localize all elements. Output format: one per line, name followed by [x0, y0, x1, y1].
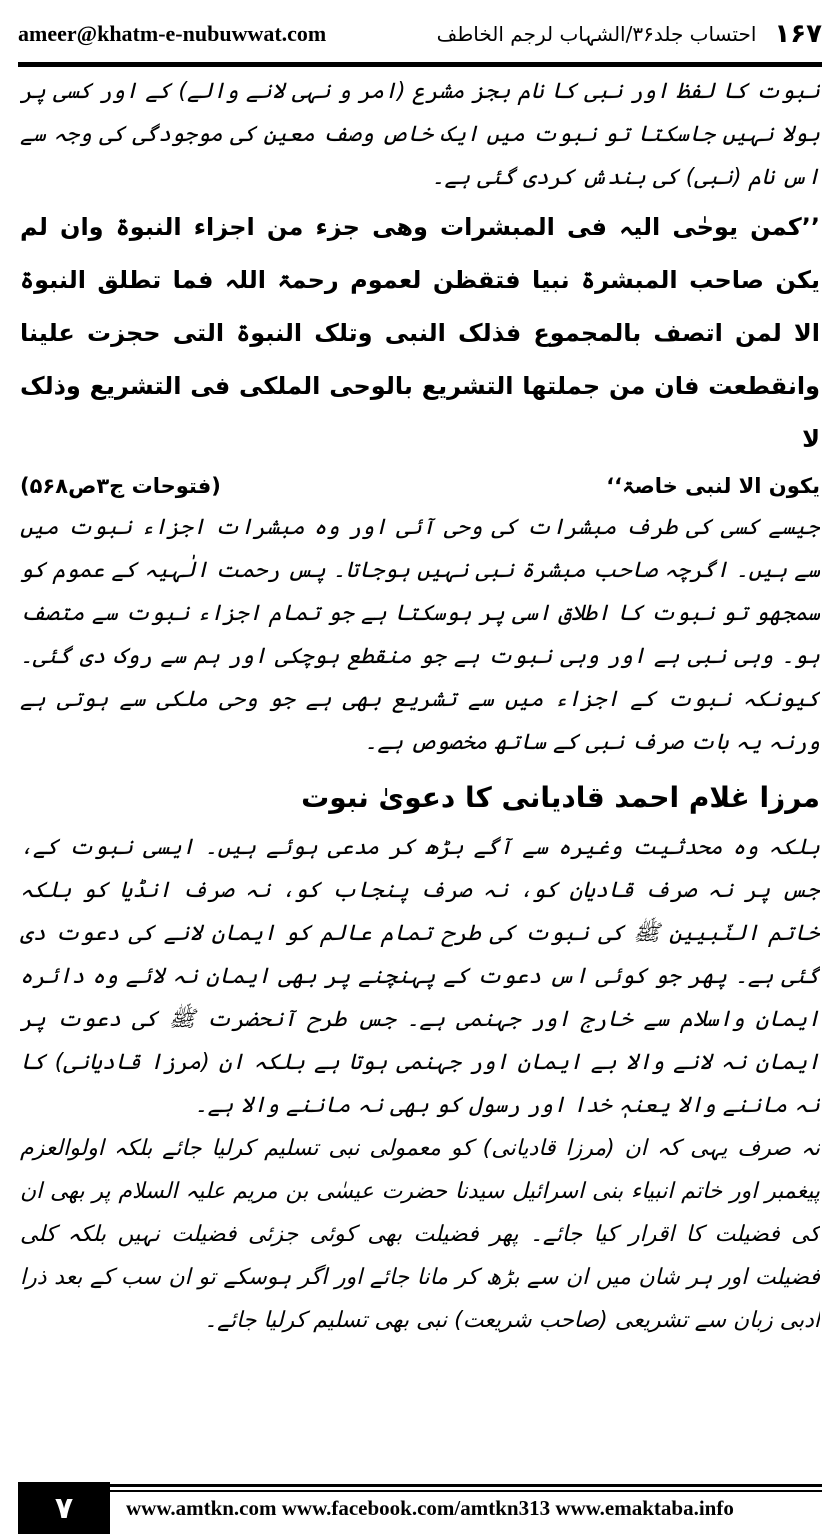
book-title: احتساب جلد۳۶/الشہاب لرجم الخاطف [436, 22, 757, 46]
arabic-quote: ’’کمن یوحٰی الیہ فی المبشرات وھی جزء من اجزاء النبوۃ وان لم یکن صاحب المبشرۃ نبیا فتقظن لعموم رحمۃ اللہ فما تطلق النبوۃ الا لمن اتصف بالمجموع فذلک النبی وتلک النبوۃ التی حجزت علینا وانقطعت فان من جملتھا التشریع بالوحی الملکی فی التشریع وذلک لا [20, 213, 820, 453]
header-email: ameer@khatm-e-nubuwwat.com [18, 21, 327, 46]
page-footer [18, 1478, 822, 1534]
footer-urls: www.amtkn.com www.facebook.com/amtkn313 www.emaktaba.info [126, 1496, 734, 1520]
footer-number: ۷ [18, 1482, 110, 1534]
paragraph-2: جیسے کسی کی طرف مبشرات کی وحی آئی اور وہ مبشرات اجزاء نبوت میں سے ہیں۔ اگرچہ صاحب مبشرۃ نبی نہیں ہوجاتا۔ پس رحمت الٰہیہ کے عموم کو سمجھو تو نبوت کا اطلاق اسی پر ہوسکتا ہے جو تمام اجزاء نبوت سے متصف ہو۔ وہی نبی ہے اور وہی نبوت ہے جو منقطع ہوچکی اور ہم سے روک دی گئی۔ کیونکہ نبوت کے اجزاء میں سے تشریع بھی ہے جو وحی ملکی سے ہوتی ہے ورنہ یہ بات صرف نبی کے ساتھ مخصوص ہے۔ [20, 515, 820, 755]
page-content [20, 70, 820, 1470]
page-header [18, 12, 822, 56]
paragraph-4: نہ صرف یہی کہ ان (مرزا قادیانی) کو معمولی نبی تسلیم کرلیا جائے بلکہ اولوالعزم پیغمبر اور خاتم انبیاء بنی اسرائیل سیدنا حضرت عیسٰی بن مریم علیہ السلام پر بھی ان کی فضیلت کا اقرار کیا جائے۔ پھر فضیلت بھی کوئی جزئی فضیلت نہیں بلکہ کلی فضیلت اور ہر شان میں ان سے بڑھ کر مانا جائے اور اگر ہوسکے تو ان سب کے بعد ذرا ادبی زبان سے تشریعی (صاحب شریعت) نبی بھی تسلیم کرلیا جائے۔ [20, 1136, 820, 1333]
arabic-quote-end [20, 466, 820, 506]
paragraph-1: نبوت کا لفظ اور نبی کا نام بجز مشرع (امر و نہی لانے والے) کے اور کسی پر بولا نہیں جاسکتا تو نبوت میں ایک خاص وصف معین کی موجودگی کی وجہ سے اس نام (نبی) کی بندش کردی گئی ہے۔ [20, 79, 820, 190]
quote-reference: (فتوحات ج۳ص۵۶۸) [20, 474, 221, 498]
footer-rule-top [110, 1484, 822, 1487]
paragraph-3: بلکہ وہ محدثیت وغیرہ سے آگے بڑھ کر مدعی ہوئے ہیں۔ ایسی نبوت کے، جس پر نہ صرف قادیان کو، نہ صرف پنجاب کو، نہ صرف انڈیا کو بلکہ خاتم النّبیین ﷺ کی نبوت کی طرح تمام عالم کو ایمان لانے کی دعوت دی گئی ہے۔ پھر جو کوئی اس دعوت کے پہنچنے پر بھی ایمان نہ لائے وہ دائرہ ایمان واسلام سے خارج اور جہنمی ہے۔ جس طرح آنحضرت ﷺ کی دعوت پر ایمان نہ لانے والا بے ایمان اور جہنمی ہوتا ہے بلکہ ان (مرزا قادیانی) کا نہ ماننے والا یعنہٖ خدا اور رسول کو بھی نہ ماننے والا ہے۔ [20, 835, 820, 1118]
page-number: ۱۶۷ [774, 19, 822, 49]
header-rule [18, 62, 822, 67]
header-title-block [437, 19, 822, 49]
footer-rule-bottom [110, 1490, 822, 1492]
arabic-quote-last-line: یکون الا لنبی خاصۃ‘‘ [606, 474, 820, 498]
section-heading: مرزا غلام احمد قادیانی کا دعویٰ نبوت [301, 781, 820, 814]
